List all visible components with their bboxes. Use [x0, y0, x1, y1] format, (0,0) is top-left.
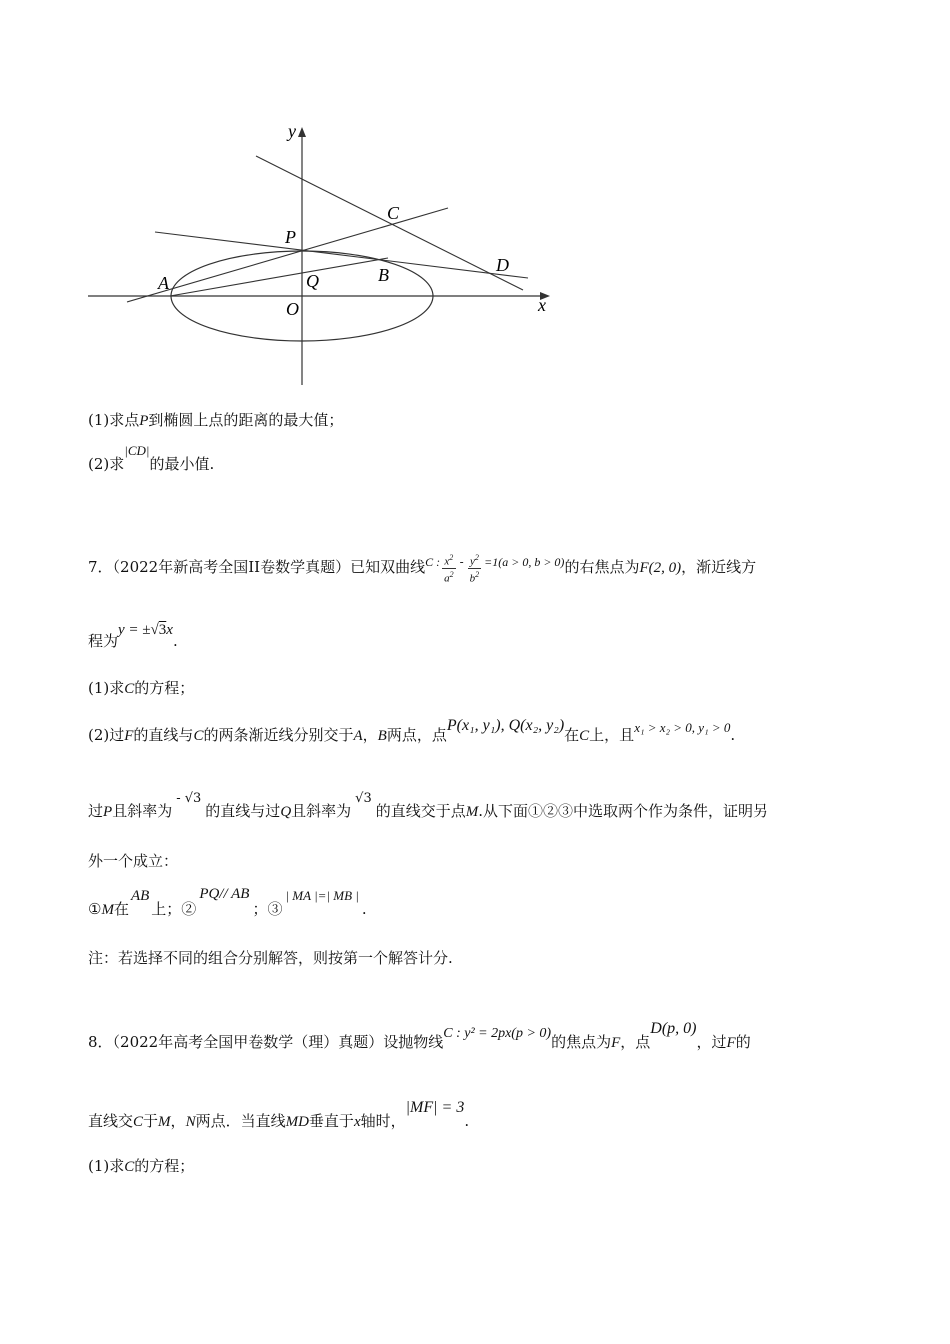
q7-o1-prefix: ① — [88, 900, 102, 918]
label-A: A — [158, 273, 169, 293]
label-O: O — [286, 299, 299, 319]
q8-through-text: ，过 — [696, 1033, 727, 1051]
q8-F: F — [611, 1035, 621, 1051]
q8-point-text: ，点 — [620, 1033, 651, 1051]
label-D: D — [496, 255, 509, 275]
q8-part1-prefix: (1)求 — [88, 1157, 125, 1175]
q7-o3-expr: | MA |=| MB | — [285, 888, 359, 903]
q7-asymptote-text: ，渐近线方 — [681, 558, 757, 577]
q7-slope2: √3 — [355, 791, 372, 806]
q7-frac-y-num: y — [469, 555, 475, 568]
q7-line2 — [88, 622, 178, 651]
q7-part2-cond: x₁ > x₂ > 0, y₁ > 0 — [634, 720, 731, 735]
line-AP — [127, 208, 448, 302]
line-CD — [256, 156, 523, 290]
q7-part2-line3-text: 外一个成立： — [88, 852, 179, 870]
q8-line2-p1: 直线交 — [88, 1112, 134, 1130]
q7-note — [88, 947, 453, 968]
q8-de: 的 — [735, 1033, 751, 1051]
q7-part2-p1: (2)过 — [88, 726, 125, 744]
q7-frac-x-num: x — [444, 555, 450, 568]
q8-curve: C : y² = 2px(p > 0) — [443, 1026, 552, 1041]
q7-line2-prefix: 程为 — [88, 632, 119, 650]
q7-part2-line2-p4: 且斜率为 — [291, 802, 352, 820]
q7-part2-line2 — [88, 791, 769, 821]
q7-part1-var: C — [124, 681, 135, 697]
q7-frac-y: $\frac{y^2}{b^2}$ — [469, 553, 480, 585]
q8-line2-C: C — [133, 1114, 144, 1130]
q7-curve-rhs: =1(a > 0, b > 0) — [484, 555, 565, 570]
q8-point: D(p, 0) — [650, 1020, 697, 1037]
q7-number: 7． — [88, 558, 113, 577]
q7-part2-comma: ， — [362, 726, 378, 744]
q6-part1-suffix: 到椭圆上点的距离的最大值； — [148, 411, 344, 429]
q8-line2-p5: 轴时， — [360, 1112, 406, 1130]
q7-focus: F(2, 0) — [639, 560, 682, 577]
q8-line2-x: x — [353, 1114, 361, 1130]
label-P: P — [285, 227, 296, 247]
q7-frac-x: $\frac{x^2}{a^2}$ — [444, 553, 454, 585]
q8-line2-MD: MD — [285, 1114, 309, 1130]
q7-line1: 7．（2022年新高考全国II卷数学真题）已知双曲线$^{C :}$ $\frac{x^2}{a^2}$ - $\frac{y^2}{b^2}$ $^{=1(a > 0, b > 0)}$的右焦点为F(2, 0)，渐近线方 — [88, 553, 757, 585]
q8-line2-p3: 两点．当直线 — [195, 1112, 286, 1130]
y-axis-arrow — [298, 127, 306, 137]
q8-part1-suffix: 的方程； — [134, 1157, 195, 1175]
q7-part2-line2-p3: 的直线与过 — [205, 802, 281, 820]
q7-part2-p6: 上，且 — [589, 726, 635, 744]
q7-part2-line2-Q: Q — [280, 804, 292, 820]
q8-line1 — [88, 1020, 751, 1052]
q7-o1-suffix: 上；② — [151, 900, 197, 918]
q7-part2-line2-P: P — [103, 804, 113, 820]
geometry-figure — [80, 115, 560, 390]
q8-line2-N: N — [185, 1114, 196, 1130]
q7-part2-line2-M: M — [465, 804, 479, 820]
q7-options — [88, 886, 367, 919]
q7-part2-line3 — [88, 850, 178, 871]
q7-o1-text: 在 — [113, 900, 129, 918]
q6-part2-suffix: 的最小值. — [149, 455, 215, 473]
q6-part2-prefix: (2)求 — [88, 455, 125, 473]
q6-part2-expr: |CD| — [124, 443, 150, 458]
q7-curve-c: C : — [425, 555, 441, 570]
q7-part2-F: F — [124, 728, 134, 744]
q8-line2-period: . — [464, 1112, 470, 1130]
q7-o2-suffix: ；③ — [252, 900, 283, 918]
q7-line2-period: . — [172, 632, 178, 650]
q6-part2 — [88, 443, 215, 474]
q7-o2-expr: PQ// AB — [199, 886, 250, 902]
q7-asymptote-eq: y = ±√3x — [118, 622, 173, 638]
q8-line2-p2: 于 — [143, 1112, 159, 1130]
q7-part1 — [88, 677, 194, 698]
q7-part2-C: C — [193, 728, 204, 744]
q7-part2-p5: 在 — [564, 726, 580, 744]
q6-part1 — [88, 409, 343, 430]
q8-line2-M: M — [158, 1114, 171, 1130]
q7-frac-x-den: a — [444, 572, 450, 585]
q7-part2-p4: 两点，点 — [386, 726, 447, 744]
q7-part2-A: A — [353, 728, 363, 744]
q7-slope1: - √3 — [176, 791, 202, 806]
label-Q: Q — [306, 271, 319, 291]
q7-part2-p3: 的两条渐近线分别交于 — [203, 726, 354, 744]
q7-part2-line2-p2: 且斜率为 — [112, 802, 173, 820]
q7-asymptote-right: x — [166, 622, 173, 638]
q8-line2 — [88, 1099, 470, 1131]
q8-line2-expr: |MF| = 3 — [405, 1099, 465, 1116]
q8-F2: F — [726, 1035, 736, 1051]
q8-focus-text: 的焦点为 — [551, 1033, 612, 1051]
q7-asymptote-sqrt: 3 — [158, 622, 167, 638]
q8-number: 8． — [88, 1033, 113, 1051]
label-y: y — [288, 121, 296, 141]
label-C: C — [387, 203, 400, 223]
q8-line2-comma: ， — [170, 1112, 186, 1130]
q8-part1 — [88, 1155, 194, 1176]
q7-o1-var: M — [101, 902, 114, 918]
label-B: B — [378, 265, 389, 285]
q7-o1-expr: AB — [130, 888, 150, 904]
q7-part2-line2-p6: .从下面①②③中选取两个作为条件，证明另 — [478, 802, 769, 820]
q7-part1-prefix: (1)求 — [88, 679, 125, 697]
q7-asymptote-left: y = ± — [118, 622, 151, 638]
line-AB — [170, 258, 388, 296]
q7-part2-line2-p5: 的直线交于点 — [375, 802, 466, 820]
label-x: x — [538, 295, 546, 315]
q7-frac-y-den: b — [469, 572, 476, 585]
q7-options-period: . — [361, 900, 367, 918]
q7-part2-period: . — [730, 726, 736, 744]
q7-focus-text: 的右焦点为 — [564, 558, 640, 577]
q8-source: （2022年高考全国甲卷数学（理）真题）设抛物线 — [112, 1033, 444, 1051]
q7-part2-line2-p1: 过 — [88, 802, 104, 820]
q7-part2-p2: 的直线与 — [133, 726, 194, 744]
q7-source: （2022年新高考全国II卷数学真题）已知双曲线 — [112, 558, 426, 577]
q7-part2-points: P(x₁, y₁), Q(x₂, y₂) — [446, 717, 565, 734]
q7-part2 — [88, 717, 736, 745]
q7-part2-B: B — [377, 728, 387, 744]
q7-part2-C2: C — [579, 728, 590, 744]
q8-line2-p4: 垂直于 — [308, 1112, 354, 1130]
q7-part1-suffix: 的方程； — [134, 679, 195, 697]
q6-part1-prefix: (1)求点 — [88, 411, 140, 429]
q8-part1-var: C — [124, 1159, 135, 1175]
q7-note-text: 注：若选择不同的组合分别解答，则按第一个解答计分. — [88, 949, 453, 967]
q6-part1-var: P — [139, 413, 149, 429]
